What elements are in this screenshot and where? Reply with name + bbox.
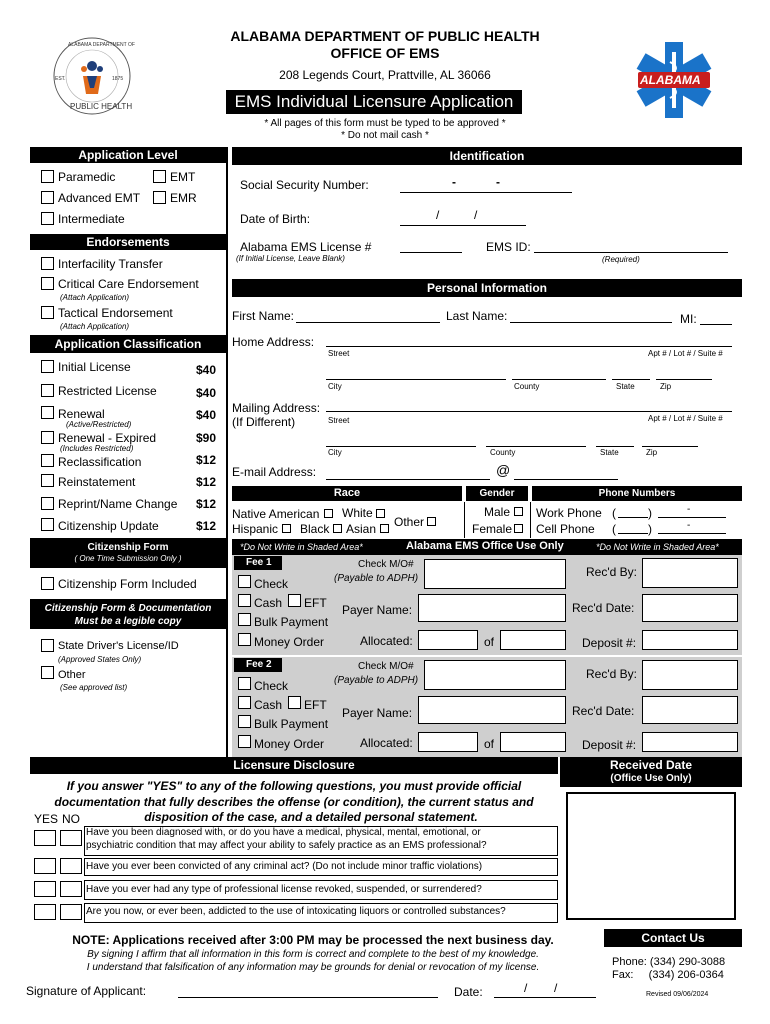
race-white-checkbox[interactable] xyxy=(376,509,385,518)
home-address-label: Home Address: xyxy=(232,335,315,349)
ems-id-note: (Required) xyxy=(602,255,640,264)
received-title: Received Date xyxy=(609,758,693,772)
q3-no-box[interactable] xyxy=(60,881,82,897)
fee2-check-checkbox xyxy=(238,677,251,690)
date-slash1: / xyxy=(524,981,528,995)
race-hispanic-label: Hispanic xyxy=(232,522,279,536)
fee1-money-order-label: Money Order xyxy=(254,635,325,649)
last-name-label: Last Name: xyxy=(446,309,508,323)
fee1-of-label: of xyxy=(484,635,495,649)
home-apt-caption: Apt # / Lot # / Suite # xyxy=(648,349,723,358)
signature-date-field[interactable] xyxy=(494,997,596,998)
mail-city-caption: City xyxy=(328,448,342,457)
seal-est: EST. xyxy=(55,76,66,82)
seal-text-bottom: PUBLIC HEALTH xyxy=(70,102,133,111)
classification-label: Reclassification xyxy=(58,455,142,469)
state-id-label: State Driver's License/ID xyxy=(58,640,179,652)
email-at: @ xyxy=(496,462,511,478)
work-phone-number-field[interactable] xyxy=(658,517,726,518)
tactical-label: Tactical Endorsement xyxy=(58,306,173,320)
application-level-title: Application Level xyxy=(30,147,226,163)
citizenship-doc-title: Citizenship Form & Documentation xyxy=(44,603,212,614)
mi-label: MI: xyxy=(680,312,697,326)
race-native-checkbox[interactable] xyxy=(324,509,333,518)
seal-year: 1875 xyxy=(112,76,124,82)
no-header: NO xyxy=(62,812,80,826)
advanced-emt-label: Advanced EMT xyxy=(58,191,141,205)
left-column-divider xyxy=(226,147,228,757)
question-1-line-2: psychiatric condition that may affect your ability to safely practice as an EMS professional? xyxy=(86,840,487,851)
dob-field[interactable] xyxy=(400,225,526,226)
fee1-money-order-checkbox xyxy=(238,633,251,646)
state-id-note: (Approved States Only) xyxy=(58,655,142,664)
paramedic-checkbox[interactable] xyxy=(41,170,54,183)
citizenship-doc-subtitle: Must be a legible copy xyxy=(74,616,182,627)
fee2-recd-by-field xyxy=(642,660,738,690)
classification-checkbox[interactable] xyxy=(41,384,54,397)
received-subtitle: (Office Use Only) xyxy=(610,773,692,784)
cell-phone-area-field[interactable] xyxy=(618,533,648,534)
classification-label: Renewal xyxy=(58,407,105,421)
fee2-eft-checkbox xyxy=(288,696,301,709)
date-label: Date: xyxy=(454,985,483,999)
question-4: Are you now, or ever been, addicted to the use of intoxicating liquors or controlled substances? xyxy=(86,906,506,917)
fee1-deposit-label: Deposit #: xyxy=(582,636,637,650)
home-county-caption: County xyxy=(514,382,540,391)
fee1-check-mo: Check M/O# xyxy=(358,559,414,570)
email-user-field[interactable] xyxy=(326,479,490,480)
mail-street-field[interactable] xyxy=(326,411,732,412)
fee2-payer-label: Payer Name: xyxy=(342,706,413,720)
fee2-recd-date-label: Rec'd Date: xyxy=(572,704,635,718)
dob-label: Date of Birth: xyxy=(240,212,311,226)
work-phone-close: ) xyxy=(648,506,652,520)
fee1-bulk-label: Bulk Payment xyxy=(254,615,329,629)
q1-no-box[interactable] xyxy=(60,830,82,846)
ssn-label: Social Security Number: xyxy=(240,178,369,192)
dob-slash2: / xyxy=(474,208,478,222)
license-field[interactable] xyxy=(400,252,462,253)
race-title: Race xyxy=(232,486,462,501)
fee1-recd-date-label: Rec'd Date: xyxy=(572,601,635,615)
tactical-checkbox[interactable] xyxy=(41,306,54,319)
first-name-field[interactable] xyxy=(296,322,440,323)
fee2-cash-checkbox xyxy=(238,696,251,709)
emr-checkbox[interactable] xyxy=(153,191,166,204)
home-city-field[interactable] xyxy=(326,379,506,380)
contact-fax: Fax: (334) 206-0364 xyxy=(612,969,724,981)
email-label: E-mail Address: xyxy=(232,465,317,479)
state-id-checkbox[interactable] xyxy=(41,639,54,652)
home-city-caption: City xyxy=(328,382,342,391)
disclosure-instruction-3: disposition of the case, and a detailed personal statement. xyxy=(144,810,478,824)
fee2-money-order-label: Money Order xyxy=(254,737,325,751)
ssn-field[interactable] xyxy=(400,192,572,193)
gender-phone-divider xyxy=(530,502,531,538)
footer-note: NOTE: Applications received after 3:00 PM may be processed the next business day. xyxy=(72,933,554,947)
q3-yes-box[interactable] xyxy=(34,881,56,897)
affirm-line-2: I understand that falsification of any information may be grounds for denial or revocation of my license. xyxy=(86,962,540,973)
emt-checkbox[interactable] xyxy=(153,170,166,183)
fee1-allocated-label: Allocated: xyxy=(360,634,413,648)
header-address: 208 Legends Court, Prattville, AL 36066 xyxy=(279,68,491,82)
classification-label: Citizenship Update xyxy=(58,519,159,533)
mail-apt-caption: Apt # / Lot # / Suite # xyxy=(648,414,723,423)
race-black-checkbox[interactable] xyxy=(333,524,342,533)
cash-note: * Do not mail cash * xyxy=(341,130,429,141)
ems-id-label: EMS ID: xyxy=(486,240,531,254)
critical-care-note: (Attach Application) xyxy=(60,293,130,302)
race-asian-label: Asian xyxy=(346,522,377,536)
fee2-bulk-label: Bulk Payment xyxy=(254,717,329,731)
fee1-label: Fee 1 xyxy=(246,557,272,568)
personal-info-title: Personal Information xyxy=(232,279,742,297)
citizenship-included-checkbox[interactable] xyxy=(41,577,54,590)
fee1-allocated-field xyxy=(418,630,478,650)
fee1-check-number-field xyxy=(424,559,566,589)
emr-label: EMR xyxy=(170,191,197,205)
fee2-cash-label: Cash xyxy=(254,698,283,712)
citizenship-included-label: Citizenship Form Included xyxy=(58,577,197,591)
classification-label: Restricted License xyxy=(58,384,157,398)
race-black-label: Black xyxy=(300,522,330,536)
cell-phone-close: ) xyxy=(648,522,652,536)
disclosure-instruction-2: documentation that fully describes the offense (or condition), the current status and xyxy=(54,795,534,809)
fee2-payable: (Payable to ADPH) xyxy=(334,675,419,686)
question-3: Have you ever had any type of professional license revoked, suspended, or surrendered? xyxy=(86,884,482,895)
mail-city-field[interactable] xyxy=(326,446,476,447)
mailing-address-sublabel: (If Different) xyxy=(232,415,296,429)
fee2-check-label: Check xyxy=(254,679,289,693)
classification-checkbox[interactable] xyxy=(41,431,54,444)
fee2-payer-field xyxy=(418,696,566,724)
gender-male-checkbox[interactable] xyxy=(514,507,523,516)
mi-field[interactable] xyxy=(700,324,732,325)
question-2: Have you ever been convicted of any criminal act? (Do not include minor traffic violations) xyxy=(86,861,483,872)
contact-phone: Phone: (334) 290-3088 xyxy=(612,956,726,968)
other-doc-checkbox[interactable] xyxy=(41,666,54,679)
fee1-check-checkbox xyxy=(238,575,251,588)
fee2-recd-date-field xyxy=(642,696,738,724)
classification-note: (Includes Restricted) xyxy=(60,444,134,453)
race-other-label: Other xyxy=(394,515,425,529)
q4-no-box[interactable] xyxy=(60,904,82,920)
mail-state-caption: State xyxy=(600,448,619,457)
mail-street-caption: Street xyxy=(328,416,350,425)
fee1-eft-label: EFT xyxy=(304,596,327,610)
classification-checkbox[interactable] xyxy=(41,497,54,510)
home-zip-caption: Zip xyxy=(660,382,672,391)
fee1-payer-label: Payer Name: xyxy=(342,603,413,617)
fee2-deposit-label: Deposit #: xyxy=(582,738,637,752)
fee2-recd-by-label: Rec'd By: xyxy=(586,667,637,681)
classification-price: $40 xyxy=(196,408,217,422)
classification-checkbox[interactable] xyxy=(41,360,54,373)
fee2-allocated-field xyxy=(418,732,478,752)
license-label: Alabama EMS License # xyxy=(240,240,372,254)
classification-price: $12 xyxy=(196,497,217,511)
contact-title: Contact Us xyxy=(604,929,742,947)
typed-note: * All pages of this form must be typed to be approved * xyxy=(264,118,506,129)
affirm-line-1: By signing I affirm that all information in this form is correct and complete to the best of my knowledge. xyxy=(87,949,539,960)
fee1-deposit-field xyxy=(642,630,738,650)
phone-title: Phone Numbers xyxy=(532,486,742,501)
classification-checkbox[interactable] xyxy=(41,518,54,531)
mail-state-field[interactable] xyxy=(596,446,634,447)
paramedic-label: Paramedic xyxy=(58,170,116,184)
cell-phone-label: Cell Phone xyxy=(536,522,595,536)
classification-note: (Active/Restricted) xyxy=(66,420,132,429)
race-gender-divider xyxy=(464,502,465,538)
q4-yes-box[interactable] xyxy=(34,904,56,920)
classification-checkbox[interactable] xyxy=(41,454,54,467)
intermediate-label: Intermediate xyxy=(58,212,125,226)
fee1-cash-checkbox xyxy=(238,594,251,607)
work-phone-area-field[interactable] xyxy=(618,517,648,518)
fee1-eft-checkbox xyxy=(288,594,301,607)
work-phone-open: ( xyxy=(612,506,616,520)
fee2-of-label: of xyxy=(484,737,495,751)
interfacility-checkbox[interactable] xyxy=(41,257,54,270)
home-state-caption: State xyxy=(616,382,635,391)
revised-date: Revised 09/06/2024 xyxy=(646,991,709,998)
form-title: EMS Individual Licensure Application xyxy=(226,90,522,114)
emt-label: EMT xyxy=(170,170,196,184)
home-county-field[interactable] xyxy=(512,379,606,380)
fee1-payable: (Payable to ADPH) xyxy=(334,573,419,584)
ems-id-field[interactable] xyxy=(534,252,728,253)
citizenship-title: Citizenship Form xyxy=(87,542,169,553)
home-zip-field[interactable] xyxy=(656,379,712,380)
fee2-deposit-field xyxy=(642,732,738,752)
first-name-label: First Name: xyxy=(232,309,295,323)
gender-male-label: Male xyxy=(484,505,511,519)
fee1-payer-field xyxy=(418,594,566,622)
signature-field[interactable] xyxy=(178,997,438,998)
race-native-label: Native American xyxy=(232,507,320,521)
home-street-field[interactable] xyxy=(326,346,732,347)
office-use-title: Alabama EMS Office Use Only xyxy=(406,540,564,552)
classification-checkbox[interactable] xyxy=(41,406,54,419)
endorsements-title: Endorsements xyxy=(30,234,226,250)
cell-phone-dash: - xyxy=(687,520,691,531)
intermediate-checkbox[interactable] xyxy=(41,212,54,225)
fee1-bulk-checkbox xyxy=(238,613,251,626)
signature-label: Signature of Applicant: xyxy=(26,984,147,998)
fee2-eft-label: EFT xyxy=(304,698,327,712)
tactical-note: (Attach Application) xyxy=(60,322,130,331)
fee1-recd-by-field xyxy=(642,558,738,588)
fee2-label: Fee 2 xyxy=(246,659,272,670)
fee2-check-mo: Check M/O# xyxy=(358,661,414,672)
fee2-of-field xyxy=(500,732,566,752)
ssn-dash1: - xyxy=(452,175,456,189)
work-phone-label: Work Phone xyxy=(536,506,602,520)
race-white-label: White xyxy=(342,506,373,520)
race-other-checkbox[interactable] xyxy=(427,517,436,526)
dnw-right: *Do Not Write in Shaded Area* xyxy=(596,542,719,552)
mail-zip-caption: Zip xyxy=(646,448,658,457)
other-doc-note: (See approved list) xyxy=(60,683,128,692)
fee2-money-order-checkbox xyxy=(238,735,251,748)
other-doc-label: Other xyxy=(58,669,86,681)
classification-price: $40 xyxy=(196,363,217,377)
fee1-recd-by-label: Rec'd By: xyxy=(586,565,637,579)
mail-county-caption: County xyxy=(490,448,516,457)
ssn-dash2: - xyxy=(496,175,500,189)
dnw-left: *Do Not Write in Shaded Area* xyxy=(240,542,363,552)
seal-text-top: ALABAMA DEPARTMENT OF xyxy=(68,42,135,48)
fee2-allocated-label: Allocated: xyxy=(360,736,413,750)
mail-zip-field[interactable] xyxy=(642,446,698,447)
q1-yes-box[interactable] xyxy=(34,830,56,846)
classification-label: Reprint/Name Change xyxy=(58,497,178,511)
logo-text: ALABAMA xyxy=(640,73,701,87)
advanced-emt-checkbox[interactable] xyxy=(41,191,54,204)
interfacility-label: Interfacility Transfer xyxy=(58,257,163,271)
classification-price: $12 xyxy=(196,519,217,533)
date-slash2: / xyxy=(554,981,558,995)
disclosure-instruction-1: If you answer "YES" to any of the following questions, you must provide official xyxy=(66,779,522,793)
race-asian-checkbox[interactable] xyxy=(380,524,389,533)
critical-care-label: Critical Care Endorsement xyxy=(58,277,199,291)
classification-label: Reinstatement xyxy=(58,475,136,489)
classification-price: $12 xyxy=(196,453,217,467)
classification-title: Application Classification xyxy=(30,335,226,353)
fee1-recd-date-field xyxy=(642,594,738,622)
gender-title: Gender xyxy=(466,486,528,501)
disclosure-title: Licensure Disclosure xyxy=(30,757,558,774)
last-name-field[interactable] xyxy=(510,322,672,323)
question-1-line-1: Have you been diagnosed with, or do you have a medical, physical, mental, emotional, or xyxy=(86,827,481,838)
fee1-check-label: Check xyxy=(254,577,289,591)
header-line2: OFFICE OF EMS xyxy=(330,45,440,61)
cell-phone-open: ( xyxy=(612,522,616,536)
home-state-field[interactable] xyxy=(612,379,650,380)
citizenship-subtitle: ( One Time Submission Only ) xyxy=(74,554,182,563)
license-note: (If Initial License, Leave Blank) xyxy=(236,254,345,263)
dob-slash1: / xyxy=(436,208,440,222)
race-hispanic-checkbox[interactable] xyxy=(282,524,291,533)
email-domain-field[interactable] xyxy=(514,479,618,480)
star-of-life-logo xyxy=(630,38,718,122)
fee2-check-number-field xyxy=(424,660,566,690)
gender-female-checkbox[interactable] xyxy=(514,524,523,533)
yes-header: YES xyxy=(34,812,59,826)
q2-no-box[interactable] xyxy=(60,858,82,874)
classification-label: Initial License xyxy=(58,360,131,374)
cell-phone-number-field[interactable] xyxy=(658,533,726,534)
mailing-address-label: Mailing Address: xyxy=(232,401,321,415)
classification-label: Renewal - Expired xyxy=(58,431,157,445)
identification-title: Identification xyxy=(232,147,742,165)
q2-yes-box[interactable] xyxy=(34,858,56,874)
home-street-caption: Street xyxy=(328,349,350,358)
work-phone-dash: - xyxy=(687,504,691,515)
header-line1: ALABAMA DEPARTMENT OF PUBLIC HEALTH xyxy=(230,28,540,44)
classification-price: $90 xyxy=(196,431,217,445)
critical-care-checkbox[interactable] xyxy=(41,277,54,290)
fee2-bulk-checkbox xyxy=(238,715,251,728)
received-date-box xyxy=(566,792,736,920)
classification-checkbox[interactable] xyxy=(41,474,54,487)
gender-female-label: Female xyxy=(472,522,513,536)
mail-county-field[interactable] xyxy=(486,446,586,447)
classification-price: $12 xyxy=(196,475,217,489)
fee1-of-field xyxy=(500,630,566,650)
classification-price: $40 xyxy=(196,386,217,400)
fee1-cash-label: Cash xyxy=(254,596,283,610)
